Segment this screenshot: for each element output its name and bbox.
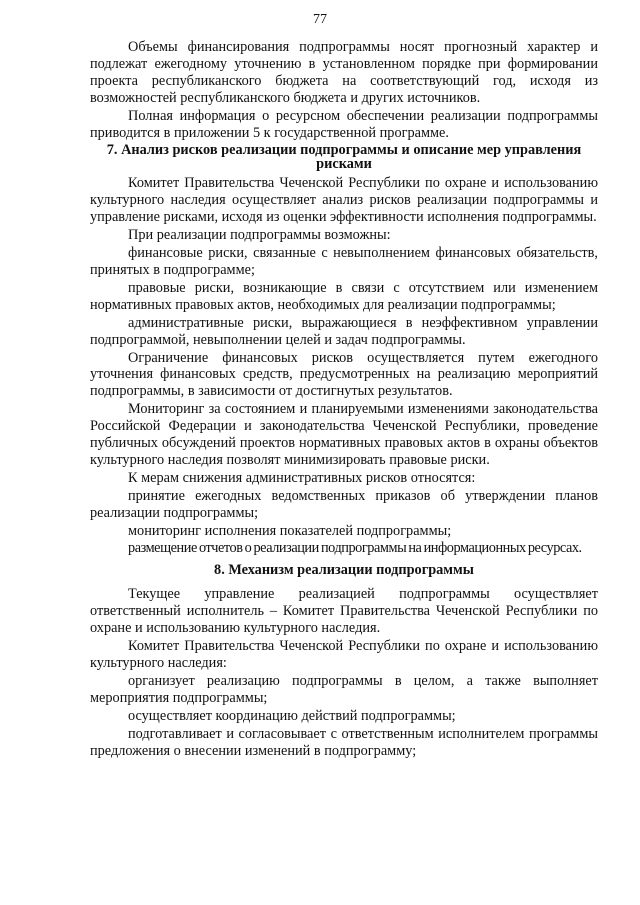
list-item: осуществляет координацию действий подпрограммы;: [128, 707, 456, 724]
paragraph: Мониторинг за состоянием и планируемыми изменениями законодательства Российской Федерации и законодательства Чеченской Республики, проведение публичных обсуждений проектов нормативных правовых актов в охраны объектов культурного наследия позволят минимизировать правовые риски.: [90, 401, 598, 468]
paragraph: К мерам снижения административных рисков относятся:: [128, 469, 476, 486]
section-heading-8: 8. Механизм реализации подпрограммы: [214, 562, 474, 579]
list-item: подготавливает и согласовывает с ответственным исполнителем программы предложения о внесении изменений в подпрограмму;: [90, 725, 598, 759]
list-item: финансовые риски, связанные с невыполнением финансовых обязательств, принятых в подпрограмме;: [90, 245, 598, 278]
list-item: административные риски, выражающиеся в неэффективном управлении подпрограммой, невыполнении целей и задач подпрограммы.: [90, 314, 598, 348]
list-item: организует реализацию подпрограммы в целом, а также выполняет мероприятия подпрограммы;: [90, 672, 598, 706]
page-content: [90, 39, 598, 760]
paragraph: Ограничение финансовых рисков осуществляется путем ежегодного уточнения финансовых средств, предусмотренных на реализацию мероприятий подпрограммы, в зависимости от достигнутых результатов.: [90, 349, 598, 400]
paragraph: Объемы финансирования подпрограммы носят прогнозный характер и подлежат ежегодному уточнению в установленном порядке при формировании проекта республиканского бюджета на соответствующий год, исходя из возможностей республиканского бюджета и других источников.: [90, 39, 598, 106]
paragraph: Полная информация о ресурсном обеспечении реализации подпрограммы приводится в приложении 5 к государственной программе.: [90, 107, 598, 141]
section-heading-7: 7. Анализ рисков реализации подпрограммы и описание мер управления рисками: [106, 142, 582, 173]
paragraph: Текущее управление реализацией подпрограммы осуществляет ответственный исполнитель – Комитет Правительства Чеченской Республики по охране и использованию культурного наследия.: [90, 586, 598, 637]
list-item: мониторинг исполнения показателей подпрограммы;: [128, 522, 452, 539]
paragraph: Комитет Правительства Чеченской Республики по охране и использованию культурного наследия осуществляет анализ рисков реализации подпрограммы и управление рисками, исходя из оценки эффективности исполнения подпрограммы.: [90, 175, 598, 226]
paragraph: При реализации подпрограммы возможны:: [128, 227, 391, 244]
page-number: 77: [313, 12, 327, 27]
list-item: правовые риски, возникающие в связи с отсутствием или изменением нормативных правовых актов, необходимых для реализации подпрограммы;: [90, 279, 598, 313]
list-item: принятие ежегодных ведомственных приказов об утверждении планов реализации подпрограммы;: [90, 487, 598, 521]
list-item: размещение отчетов о реализации подпрограммы на информационных ресурсах.: [128, 540, 582, 557]
paragraph: Комитет Правительства Чеченской Республики по охране и использованию культурного наследия:: [90, 638, 598, 671]
